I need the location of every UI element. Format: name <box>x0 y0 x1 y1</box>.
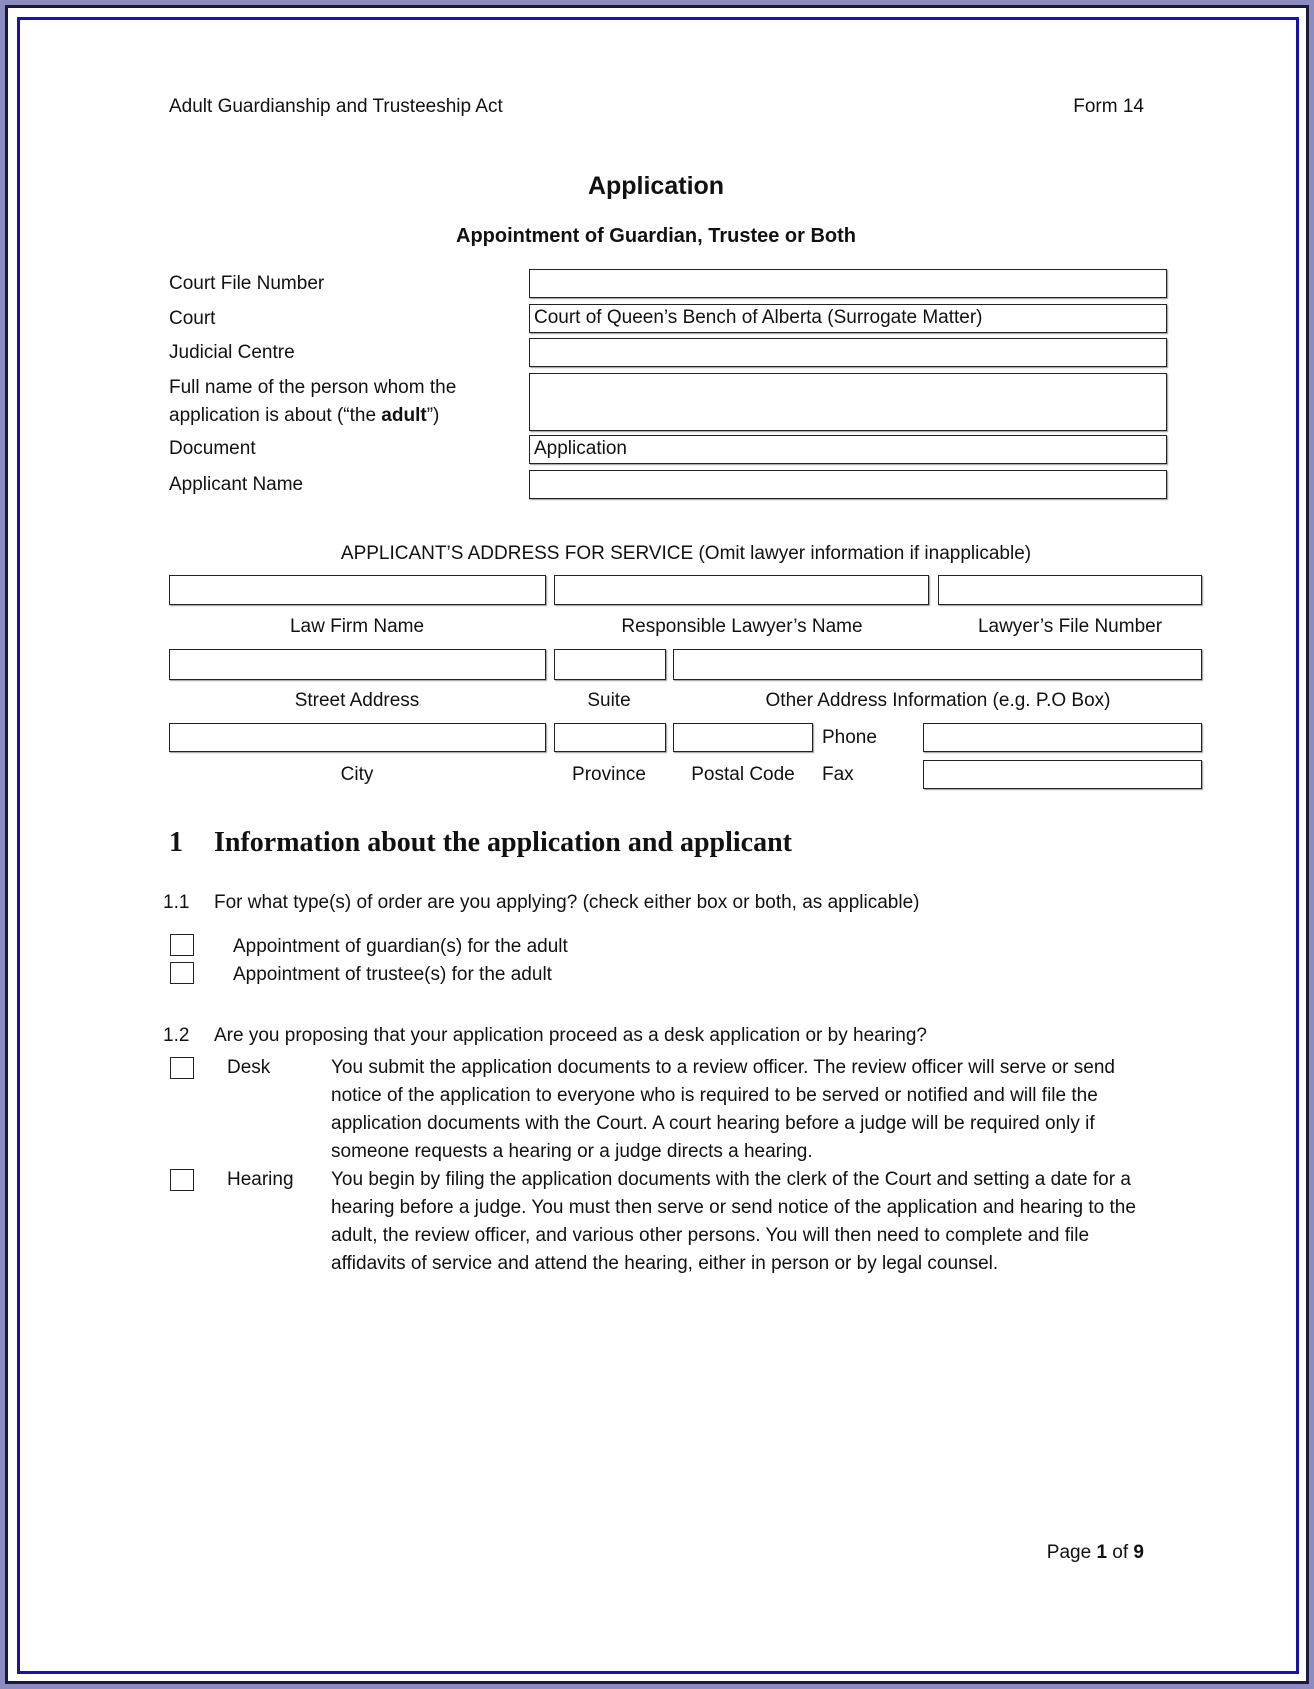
trustee-option-label: Appointment of trustee(s) for the adult <box>233 964 552 985</box>
postal-code-field[interactable] <box>673 723 813 752</box>
suite-field[interactable] <box>554 649 666 680</box>
desk-label: Desk <box>227 1057 271 1078</box>
desk-description: You submit the application documents to a review officer. The review officer will serve or send notice of the application to everyone who is required to be served or notified and will file the application documents with the Court. A court hearing before a judge will be required only if someone requests a hearing or a judge directs a hearing. <box>331 1057 1115 1162</box>
court-file-number-label: Court File Number <box>169 273 325 294</box>
act-name: Adult Guardianship and Trusteeship Act <box>169 96 503 117</box>
judicial-centre-field[interactable] <box>529 338 1167 367</box>
section-title: Information about the application and applicant <box>214 827 792 858</box>
fax-field[interactable] <box>923 760 1202 789</box>
current-page: 1 <box>1096 1542 1108 1563</box>
guardian-checkbox[interactable] <box>170 934 194 956</box>
section-number: 1 <box>169 827 183 858</box>
lawyer-file-number-label: Lawyer’s File Number <box>977 616 1163 637</box>
page-text: of <box>1107 1542 1134 1563</box>
document-field[interactable]: Application <box>529 435 1167 464</box>
street-address-field[interactable] <box>169 649 546 680</box>
other-address-field[interactable] <box>673 649 1202 680</box>
applicant-name-label: Applicant Name <box>169 474 304 495</box>
label-bold: adult <box>381 405 427 426</box>
hearing-label: Hearing <box>227 1169 294 1190</box>
adult-name-label-line2 <box>169 405 439 427</box>
document-label: Document <box>169 438 256 459</box>
suite-label: Suite <box>587 690 631 711</box>
law-firm-label: Law Firm Name <box>289 616 425 637</box>
address-heading: APPLICANT’S ADDRESS FOR SERVICE (Omit lawyer information if inapplicable) <box>340 543 1032 564</box>
page-number <box>1047 1542 1144 1564</box>
phone-label: Phone <box>822 727 877 748</box>
desk-checkbox[interactable] <box>170 1057 194 1079</box>
total-pages: 9 <box>1133 1542 1144 1563</box>
page-text: Page <box>1046 1542 1097 1563</box>
label-text: application is about (“the <box>169 405 382 426</box>
question-1-2-number: 1.2 <box>163 1025 190 1046</box>
adult-name-label-line1: Full name of the person whom the <box>169 377 457 398</box>
province-label: Province <box>572 764 646 785</box>
lawyer-name-label: Responsible Lawyer’s Name <box>621 616 863 637</box>
page-title: Application <box>587 172 725 200</box>
guardian-option-label: Appointment of guardian(s) for the adult <box>233 936 568 957</box>
province-field[interactable] <box>554 723 666 752</box>
other-address-label: Other Address Information (e.g. P.O Box) <box>765 690 1111 711</box>
fax-label: Fax <box>822 764 854 785</box>
question-1-1-number: 1.1 <box>163 892 190 913</box>
court-field[interactable]: Court of Queen’s Bench of Alberta (Surrogate Matter) <box>529 304 1167 333</box>
applicant-name-field[interactable] <box>529 470 1167 499</box>
city-label: City <box>340 764 374 785</box>
question-1-2-text: Are you proposing that your application proceed as a desk application or by hearing? <box>214 1025 927 1046</box>
street-address-label: Street Address <box>294 690 420 711</box>
city-field[interactable] <box>169 723 546 752</box>
question-1-1-text: For what type(s) of order are you applying? (check either box or both, as applicable) <box>214 892 920 913</box>
trustee-checkbox[interactable] <box>170 962 194 984</box>
law-firm-field[interactable] <box>169 575 546 605</box>
form-number: Form 14 <box>1073 96 1144 117</box>
label-text: ”) <box>426 405 440 426</box>
lawyer-name-field[interactable] <box>554 575 929 605</box>
judicial-centre-label: Judicial Centre <box>169 342 295 363</box>
lawyer-file-number-field[interactable] <box>938 575 1202 605</box>
page-subtitle: Appointment of Guardian, Trustee or Both <box>456 225 856 247</box>
court-file-number-field[interactable] <box>529 269 1167 298</box>
phone-field[interactable] <box>923 723 1202 752</box>
hearing-checkbox[interactable] <box>170 1169 194 1191</box>
postal-code-label: Postal Code <box>691 764 795 785</box>
hearing-description: You begin by filing the application documents with the clerk of the Court and setting a date for a hearing before a judge. You must then serve or send notice of the application and hearing to the adult, the review officer, and various other persons. You will then need to complete and file affidavits of service and attend the hearing, either in person or by legal counsel. <box>331 1169 1136 1274</box>
court-label: Court <box>169 308 216 329</box>
adult-name-field[interactable] <box>529 373 1167 431</box>
